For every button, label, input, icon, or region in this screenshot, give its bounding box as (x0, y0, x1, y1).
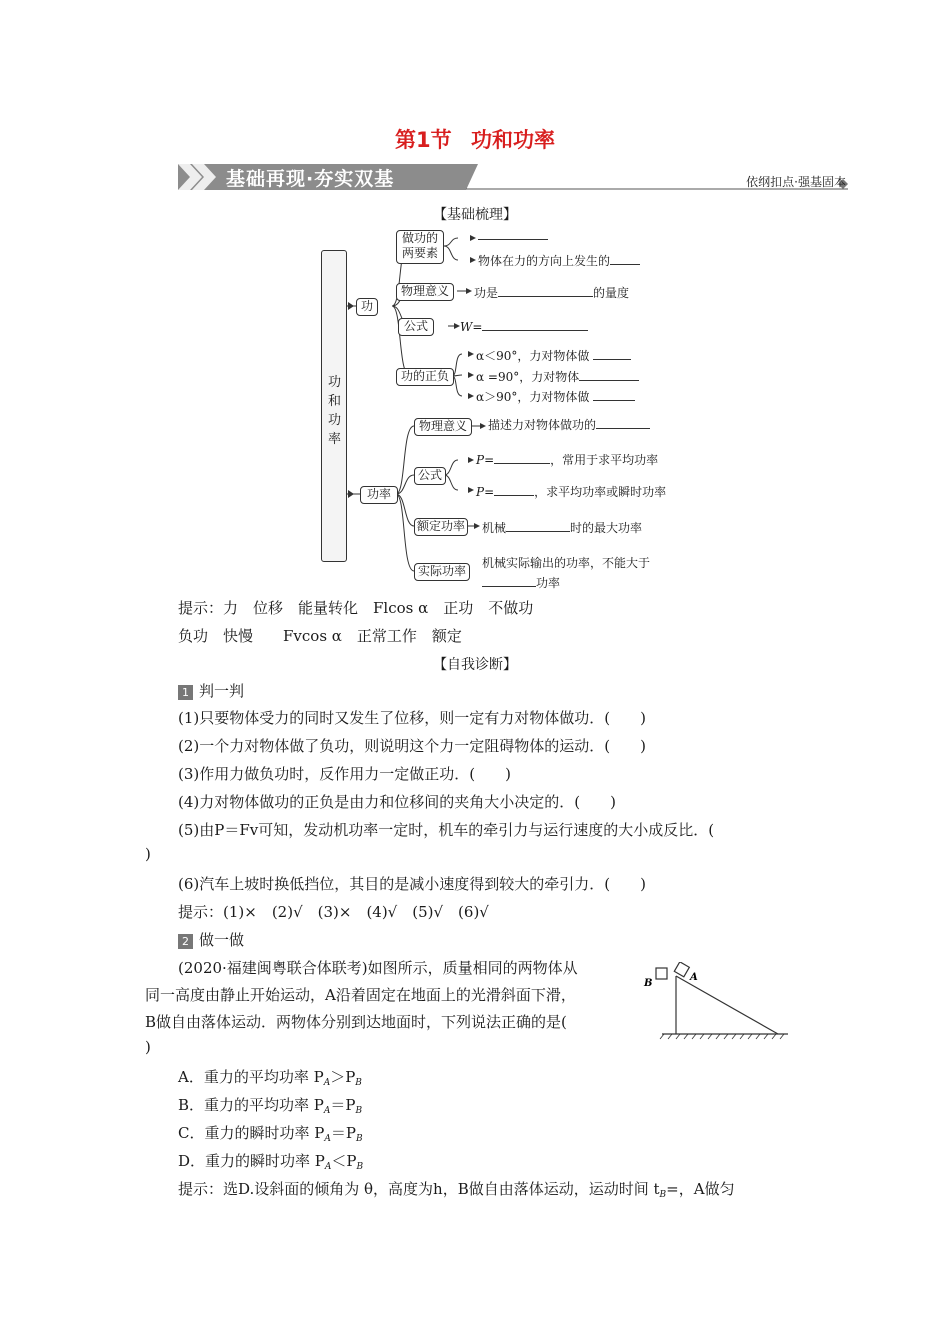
judge-item-3: (3)作用力做负功时，反作用力一定做正功．( ) (178, 765, 511, 783)
work-sign-3: α＞90°，力对物体做 (476, 388, 635, 405)
judge-item-5-cont: ) (145, 845, 151, 863)
title-topic: 功和功率 (470, 128, 555, 152)
hint1-line2: 负功 快慢 Fvcos α 正常工作 额定 (178, 627, 462, 645)
do-hint: 提示：选D.设斜面的倾角为 θ，高度为h，B做自由落体运动，运动时间 $t_B=$，A做匀 (178, 1180, 735, 1200)
do-line-2: 同一高度由静止开始运动，A沿着固定在地面上的光滑斜面下滑， (145, 986, 576, 1004)
do-number-icon: 2 (178, 934, 193, 949)
fig-label-a: A (690, 972, 698, 983)
work-formula-box: 公式 (398, 318, 434, 336)
option-b: B．重力的平均功率 $P_A=P_B$ (178, 1096, 363, 1116)
power-meaning-box: 物理意义 (414, 418, 472, 436)
option-a: A．重力的平均功率 $P_A>P_B$ (178, 1068, 362, 1088)
self-header: 【自我诊断】 (433, 657, 517, 673)
do-line-3: B做自由落体运动．两物体分别到达地面时，下列说法正确的是( (145, 1013, 567, 1031)
option-c: C．重力的瞬时功率 $P_A=P_B$ (178, 1124, 363, 1144)
do-line-4: ) (145, 1038, 151, 1056)
work-meaning-text: 功是 的量度 (474, 286, 630, 300)
work-elements-box: 做功的两要素 (396, 230, 444, 264)
power-formula-1: P= ，常用于求平均功率 (476, 453, 659, 467)
banner-right-text: 依纲扣点·强基固本 (746, 175, 846, 189)
incline-figure (640, 962, 790, 1044)
basics-header: 【基础梳理】 (433, 207, 517, 223)
page-title (0, 124, 950, 154)
work-sign-1: α＜90°，力对物体做 (476, 347, 631, 364)
do-line-1: (2020·福建闽粤联合体联考)如图所示，质量相同的两物体从 (178, 959, 578, 977)
power-meaning-text: 描述力对物体做功的 (488, 416, 650, 433)
mindmap-connectors (320, 228, 680, 594)
power-actual-box: 实际功率 (414, 563, 470, 581)
judge-item-5: (5)由P＝Fv可知，发动机功率一定时，机车的牵引力与运行速度的大小成反比．( (178, 821, 715, 839)
power-rated-text: 机械 时的最大功率 (482, 521, 643, 535)
work-elements-item2: 物体在力的方向上发生的 (478, 252, 640, 269)
do-heading: 2 做一做 (178, 929, 244, 950)
work-formula-text: W= (460, 319, 588, 334)
hint1-line1: 提示：力 位移 能量转化 Flcos α 正功 不做功 (178, 599, 534, 617)
mindmap (320, 228, 680, 594)
root-box (321, 250, 347, 562)
judge-hint: 提示：(1)× (2)√ (3)× (4)√ (5)√ (6)√ (178, 903, 489, 921)
power-actual-line1: 机械实际输出的功率，不能大于 (482, 556, 651, 570)
work-meaning-box: 物理意义 (396, 283, 454, 301)
title-section: 第1节 (395, 128, 452, 152)
power-node: 功率 (360, 486, 398, 504)
power-rated-box: 额定功率 (414, 518, 468, 536)
work-sign-2: α =90°，力对物体 (476, 368, 639, 385)
blank-elements-1 (478, 228, 548, 240)
power-formula-2: P= ，求平均功率或瞬时功率 (476, 485, 667, 499)
fig-label-b: B (644, 978, 653, 989)
judge-item-1: (1)只要物体受力的同时又发生了位移，则一定有力对物体做功．( ) (178, 709, 646, 727)
judge-item-6: (6)汽车上坡时换低挡位，其目的是减小速度得到较大的牵引力．( ) (178, 875, 646, 893)
judge-item-2: (2)一个力对物体做了负功，则说明这个力一定阻碍物体的运动．( ) (178, 737, 646, 755)
judge-heading: 1 判一判 (178, 680, 244, 701)
power-actual-line2: 功率 (482, 574, 560, 591)
judge-number-icon: 1 (178, 685, 193, 700)
power-formula-box: 公式 (414, 467, 446, 485)
judge-item-4: (4)力对物体做功的正负是由力和位移间的夹角大小决定的．( ) (178, 793, 616, 811)
work-node: 功 (356, 298, 378, 316)
work-sign-box: 功的正负 (396, 368, 454, 386)
banner-left-text: 基础再现·夯实双基 (226, 168, 395, 190)
option-d: D．重力的瞬时功率 $P_A<P_B$ (178, 1152, 364, 1172)
root-label: 功和功率 (328, 375, 342, 447)
